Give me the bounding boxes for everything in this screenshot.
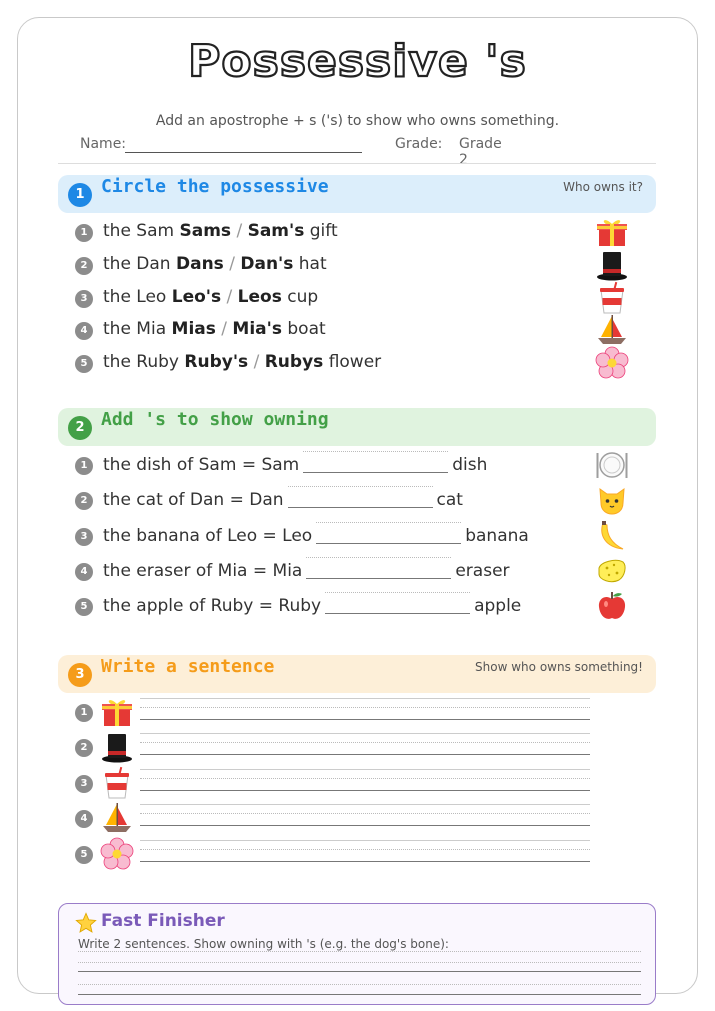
item-prefix: the banana of Leo = Leo: [103, 526, 313, 546]
option-a[interactable]: Sams: [179, 221, 232, 241]
option-a[interactable]: Mias: [171, 319, 216, 339]
item-text: [103, 221, 338, 241]
item-text: [103, 319, 326, 339]
sponge-icon: [595, 554, 629, 588]
fast-finisher-instruction: Write 2 sentences. Show owning with 's (e.g. the dog's bone):: [78, 937, 449, 951]
sentence-writing-lines[interactable]: [140, 768, 590, 802]
item-number: 1: [75, 224, 93, 242]
item-prefix: the apple of Ruby = Ruby: [103, 596, 322, 616]
item-number: 3: [75, 528, 93, 546]
item-noun: boat: [287, 319, 326, 339]
item-text: [103, 254, 327, 274]
banana-icon: [595, 519, 629, 553]
sentence-item: [75, 839, 595, 873]
item-noun: apple: [474, 596, 522, 616]
page-title: Possessive 's: [188, 36, 527, 87]
top-hat-icon: [595, 248, 629, 282]
writing-line[interactable]: [78, 971, 641, 972]
cat-icon: [595, 483, 629, 517]
sentence-item: [75, 732, 595, 766]
item-noun: hat: [298, 254, 327, 274]
option-b[interactable]: Leos: [237, 287, 282, 307]
gift-icon: [595, 215, 629, 249]
item-prefix: the Ruby: [103, 352, 179, 372]
option-separator: /: [229, 254, 235, 274]
item-text: [103, 454, 487, 476]
item-number: 2: [75, 492, 93, 510]
star-icon: [75, 912, 97, 934]
sentence-writing-lines[interactable]: [140, 839, 590, 873]
item-number: 4: [75, 810, 93, 828]
item-number: 4: [75, 563, 93, 581]
circle-item: [75, 287, 635, 311]
section1-title: Circle the possessive: [101, 176, 329, 197]
section1-banner: [58, 175, 656, 213]
item-prefix: the Mia: [103, 319, 167, 339]
option-a[interactable]: Leo's: [171, 287, 222, 307]
item-noun: cup: [287, 287, 319, 307]
item-prefix: the eraser of Mia = Mia: [103, 561, 303, 581]
item-text: [103, 560, 510, 582]
name-label: Name:: [80, 136, 127, 152]
sentence-writing-lines[interactable]: [140, 732, 590, 766]
item-number: 1: [75, 457, 93, 475]
cup-icon: [100, 766, 134, 800]
item-text: [103, 489, 463, 511]
answer-blank[interactable]: [303, 454, 448, 476]
item-text: [103, 352, 381, 372]
item-text: [103, 525, 529, 547]
writing-guide-line: [78, 962, 641, 963]
page-subtitle: Add an apostrophe + s ('s) to show who owns something.: [155, 113, 560, 129]
header-divider: [58, 163, 656, 164]
flower-icon: [595, 346, 629, 380]
item-prefix: the Sam: [103, 221, 175, 241]
sentence-item: [75, 803, 595, 837]
writing-guide-line: [78, 951, 641, 952]
section3-banner: [58, 655, 656, 693]
sentence-item: [75, 768, 595, 802]
item-noun: eraser: [455, 561, 510, 581]
item-number: 3: [75, 290, 93, 308]
circle-item: [75, 352, 635, 376]
option-separator: /: [253, 352, 260, 372]
item-noun: banana: [465, 526, 529, 546]
option-b[interactable]: Rubys: [264, 352, 324, 372]
grade-label: Grade:: [395, 136, 443, 152]
item-noun: gift: [309, 221, 338, 241]
item-number: 2: [75, 739, 93, 757]
section3-number: 3: [68, 663, 92, 687]
sailboat-icon: [100, 801, 134, 835]
option-separator: /: [236, 221, 243, 241]
top-hat-icon: [100, 730, 134, 764]
answer-blank[interactable]: [288, 489, 433, 511]
fill-item: [75, 595, 635, 619]
section3-title: Write a sentence: [101, 656, 275, 677]
circle-item: [75, 254, 635, 278]
writing-guide-line: [78, 984, 641, 985]
section3-hint: Show who owns something!: [475, 660, 643, 674]
writing-line[interactable]: [78, 994, 641, 995]
circle-item: [75, 319, 635, 343]
answer-blank[interactable]: [306, 560, 451, 582]
sentence-writing-lines[interactable]: [140, 697, 590, 731]
item-number: 5: [75, 355, 93, 373]
name-input-line[interactable]: [125, 152, 362, 153]
item-noun: flower: [328, 352, 382, 372]
section2-banner: [58, 408, 656, 446]
plate-icon: [595, 448, 629, 482]
item-number: 4: [75, 322, 93, 340]
item-prefix: the Dan: [103, 254, 171, 274]
item-number: 5: [75, 846, 93, 864]
option-b[interactable]: Sam's: [247, 221, 305, 241]
option-a[interactable]: Dans: [176, 254, 224, 274]
option-a[interactable]: Ruby's: [184, 352, 249, 372]
item-number: 3: [75, 775, 93, 793]
fill-item: [75, 454, 635, 478]
item-prefix: the Leo: [103, 287, 167, 307]
item-noun: dish: [452, 455, 488, 475]
flower-icon: [100, 837, 134, 871]
fill-item: [75, 525, 635, 549]
fast-finisher-title: Fast Finisher: [101, 911, 225, 931]
option-b[interactable]: Dan's: [240, 254, 294, 274]
section2-title: Add 's to show owning: [101, 409, 329, 430]
section1-number: 1: [68, 183, 92, 207]
answer-blank[interactable]: [325, 595, 470, 617]
apple-icon: [595, 589, 629, 623]
option-b[interactable]: Mia's: [232, 319, 282, 339]
grade-value: Grade 2: [459, 136, 502, 168]
sentence-item: [75, 697, 595, 731]
item-prefix: the cat of Dan = Dan: [103, 490, 284, 510]
item-number: 2: [75, 257, 93, 275]
circle-item: [75, 221, 635, 245]
cup-icon: [595, 281, 629, 315]
gift-icon: [100, 695, 134, 729]
item-noun: cat: [436, 490, 463, 510]
item-prefix: the dish of Sam = Sam: [103, 455, 300, 475]
sailboat-icon: [595, 313, 629, 347]
option-separator: /: [226, 287, 233, 307]
section2-number: 2: [68, 416, 92, 440]
fast-finisher-box: [58, 903, 656, 1005]
section1-hint: Who owns it?: [563, 180, 643, 194]
answer-blank[interactable]: [316, 525, 461, 547]
sentence-writing-lines[interactable]: [140, 803, 590, 837]
fill-item: [75, 489, 635, 513]
item-text: [103, 595, 521, 617]
item-text: [103, 287, 318, 307]
item-number: 5: [75, 598, 93, 616]
item-number: 1: [75, 704, 93, 722]
option-separator: /: [221, 319, 228, 339]
fill-item: [75, 560, 635, 584]
